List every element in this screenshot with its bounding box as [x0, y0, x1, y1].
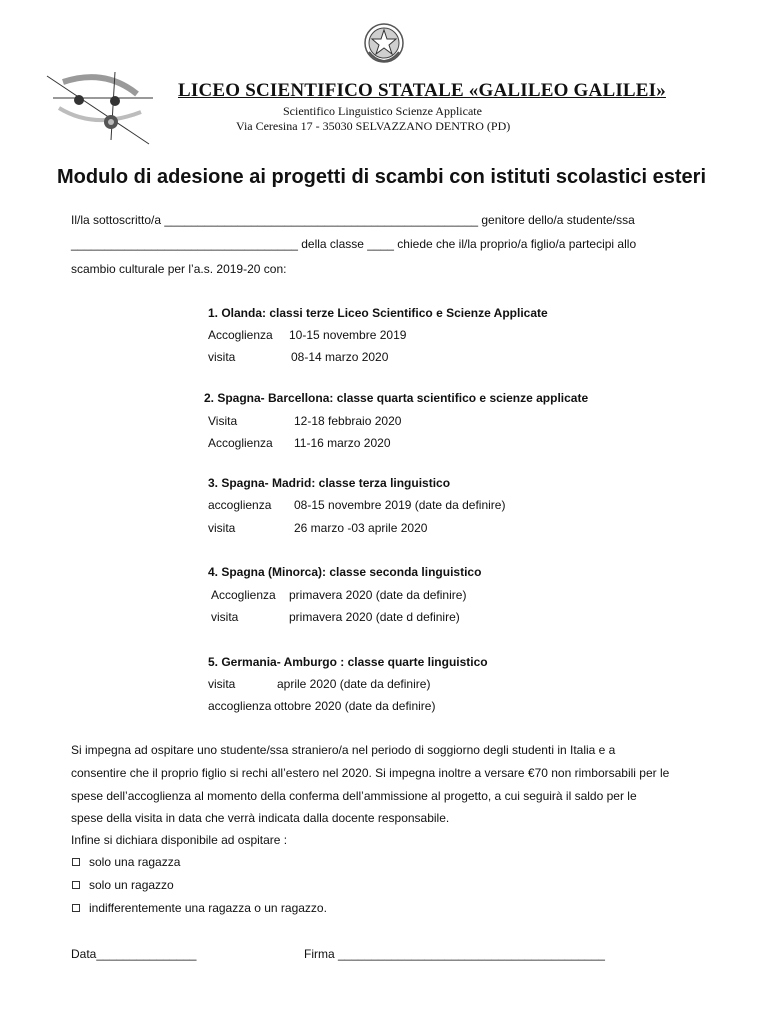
- school-name: LICEO SCIENTIFICO STATALE «GALILEO GALILEI»: [178, 80, 666, 101]
- school-subtitle: Scientifico Linguistico Scienze Applicate: [283, 104, 482, 118]
- project-row: [208, 350, 388, 364]
- checkbox-icon[interactable]: [72, 858, 80, 866]
- row-label: Accoglienza: [211, 588, 276, 602]
- option-label: indifferentemente una ragazza o un ragazzo.: [89, 901, 327, 915]
- row-label: visita: [211, 610, 239, 624]
- intro-line-2: __________________________________ della classe ____ chiede che il/la proprio/a figlio/a partecipi allo: [71, 237, 637, 251]
- row-value: 11-16 marzo 2020: [294, 436, 391, 450]
- project-row: [208, 699, 435, 713]
- option-item[interactable]: [72, 878, 174, 892]
- commitment-line: Infine si dichiara disponibile ad ospitare :: [71, 833, 288, 847]
- checkbox-icon[interactable]: [72, 881, 80, 889]
- row-label: Accoglienza: [208, 328, 273, 342]
- option-label: solo una ragazza: [89, 855, 181, 869]
- option-item[interactable]: [72, 855, 180, 869]
- row-label: Visita: [208, 414, 238, 428]
- checkbox-icon[interactable]: [72, 904, 80, 912]
- project-row: [208, 498, 505, 512]
- project-row: [208, 677, 430, 691]
- row-label: Accoglienza: [208, 436, 273, 450]
- project-heading: 1. Olanda: classi terze Liceo Scientifico e Scienze Applicate: [208, 306, 548, 320]
- row-value: 08-15 novembre 2019 (date da definire): [294, 498, 506, 512]
- row-label: visita: [208, 350, 236, 364]
- row-value: 08-14 marzo 2020: [291, 350, 389, 364]
- intro-line-1: Il/la sottoscritto/a _______________________________________________ genitore dello/a studente/ssa: [71, 213, 635, 227]
- republic-emblem-icon: [363, 22, 405, 64]
- row-label: accoglienza: [208, 498, 272, 512]
- commitment-line: Si impegna ad ospitare uno studente/ssa straniero/a nel periodo di soggiorno degli studenti in Italia e a: [71, 743, 616, 757]
- project-row: [211, 588, 466, 602]
- row-value: ottobre 2020 (date da definire): [274, 699, 436, 713]
- school-address: Via Ceresina 17 - 35030 SELVAZZANO DENTRO (PD): [236, 119, 511, 133]
- project-heading: 4. Spagna (Minorca): classe seconda linguistico: [208, 565, 482, 579]
- project-row: [208, 328, 406, 342]
- project-row: [211, 610, 460, 624]
- row-label: visita: [208, 677, 236, 691]
- commitment-line: consentire che il proprio figlio si rechi all’estero nel 2020. Si impegna inoltre a versare €70 non rimborsabili per le: [71, 766, 670, 780]
- page-title: Modulo di adesione ai progetti di scambi con istituti scolastici esteri: [57, 166, 707, 188]
- school-logo-icon: [45, 68, 157, 148]
- row-value: aprile 2020 (date da definire): [277, 677, 431, 691]
- project-row: [208, 521, 427, 535]
- project-heading: 5. Germania- Amburgo : classe quarte linguistico: [208, 655, 488, 669]
- option-item[interactable]: [72, 901, 327, 915]
- commitment-line: spese dell’accoglienza al momento della conferma dell’ammissione al progetto, a cui seguirà il saldo per le: [71, 789, 637, 803]
- row-value: 12-18 febbraio 2020: [294, 414, 402, 428]
- row-value: primavera 2020 (date d definire): [289, 610, 460, 624]
- signature-field[interactable]: Firma ________________________________________: [304, 947, 605, 961]
- row-value: 10-15 novembre 2019: [289, 328, 407, 342]
- row-label: accoglienza: [208, 699, 272, 713]
- row-label: visita: [208, 521, 236, 535]
- project-row: [208, 436, 391, 450]
- project-heading: 2. Spagna- Barcellona: classe quarta scientifico e scienze applicate: [204, 391, 589, 405]
- row-value: primavera 2020 (date da definire): [289, 588, 467, 602]
- project-heading: 3. Spagna- Madrid: classe terza linguistico: [208, 476, 451, 490]
- commitment-line: spese della visita in data che verrà indicata dalla docente responsabile.: [71, 811, 450, 825]
- date-field[interactable]: Data_______________: [71, 947, 197, 961]
- option-label: solo un ragazzo: [89, 878, 174, 892]
- intro-line-3: scambio culturale per l’a.s. 2019-20 con:: [71, 262, 287, 276]
- project-row: [208, 414, 401, 428]
- row-value: 26 marzo -03 aprile 2020: [294, 521, 428, 535]
